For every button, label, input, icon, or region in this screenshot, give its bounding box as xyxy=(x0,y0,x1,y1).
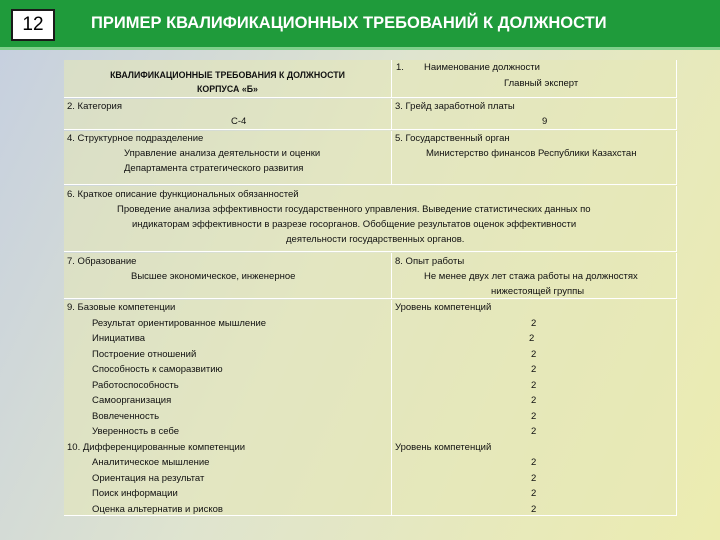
competency-levels-cell xyxy=(392,300,677,516)
base-competencies-label: 9. Базовые компетенции xyxy=(67,302,176,313)
base-level-label: Уровень компетенций xyxy=(395,302,492,313)
duties-line-1: Проведение анализа эффективности государственного управления. Выведение статистических данных по xyxy=(117,204,591,215)
state-body-cell xyxy=(392,131,677,185)
base-competency-level: 2 xyxy=(531,379,537,391)
diff-competency-level: 2 xyxy=(531,457,537,468)
position-name-label: Наименование должности xyxy=(424,62,540,73)
position-name-value: Главный эксперт xyxy=(504,78,579,89)
base-competency-item: Инициатива xyxy=(92,333,146,344)
base-competency-level: 2 xyxy=(531,348,537,360)
base-competency-level: 2 xyxy=(531,317,537,329)
base-competency-item: Результат ориентированное мышление xyxy=(92,317,267,329)
grade-value: 9 xyxy=(542,116,548,127)
position-name-cell xyxy=(392,60,677,98)
competencies-cell xyxy=(64,300,392,516)
state-body-label: 5. Государственный орган xyxy=(395,133,510,144)
state-body-value: Министерство финансов Республики Казахстан xyxy=(426,148,637,159)
base-competency-item: Самоорганизация xyxy=(92,395,172,406)
duties-cell xyxy=(64,186,677,252)
diff-competency-item: Аналитическое мышление xyxy=(92,457,210,468)
diff-competency-level: 2 xyxy=(531,488,537,499)
base-competency-level: 2 xyxy=(531,426,537,437)
experience-cell xyxy=(392,253,677,299)
diff-competency-level: 2 xyxy=(531,472,537,484)
diff-competency-item: Поиск информации xyxy=(92,488,178,499)
base-competency-level: 2 xyxy=(531,395,537,406)
education-value: Высшее экономическое, инженерное xyxy=(131,271,296,282)
slide-number: 12 xyxy=(11,9,55,41)
diff-level-label: Уровень компетенций xyxy=(395,441,492,453)
header-bar xyxy=(0,0,720,50)
base-competency-item: Способность к саморазвитию xyxy=(92,364,223,375)
diff-competencies-label: 10. Дифференцированные компетенции xyxy=(67,441,246,453)
experience-label: 8. Опыт работы xyxy=(395,256,465,267)
duties-label: 6. Краткое описание функциональных обязанностей xyxy=(67,189,299,200)
duties-line-2: индикаторам эффективности в разрезе госорганов. Обобщение результатов оценок эффективности xyxy=(132,219,577,230)
structural-unit-cell xyxy=(64,131,392,185)
base-competency-level: 2 xyxy=(531,364,537,375)
education-label: 7. Образование xyxy=(67,256,137,267)
category-cell xyxy=(64,99,392,130)
diff-competency-level: 2 xyxy=(531,503,537,515)
experience-line-2: нижестоящей группы xyxy=(491,286,585,297)
base-competency-level: 2 xyxy=(531,410,537,422)
base-competency-item: Уверенность в себе xyxy=(92,426,179,437)
base-competency-item: Построение отношений xyxy=(92,348,197,360)
grade-label: 3. Грейд заработной платы xyxy=(395,101,515,112)
education-cell xyxy=(64,253,392,299)
diff-competency-item: Ориентация на результат xyxy=(92,472,205,484)
table-header-cell xyxy=(64,60,392,98)
base-competency-item: Работоспособность xyxy=(92,379,179,391)
experience-line-1: Не менее двух лет стажа работы на должностях xyxy=(424,271,638,282)
page-title: ПРИМЕР КВАЛИФИКАЦИОННЫХ ТРЕБОВАНИЙ К ДОЛЖНОСТИ xyxy=(91,14,607,32)
diff-competency-item: Оценка альтернатив и рисков xyxy=(92,503,223,515)
base-competency-item: Вовлеченность xyxy=(92,410,160,422)
grade-cell xyxy=(392,99,677,130)
structural-unit-value-2: Департамента стратегического развития xyxy=(124,163,304,174)
header-line-1: КВАЛИФИКАЦИОННЫЕ ТРЕБОВАНИЯ К ДОЛЖНОСТИ xyxy=(110,70,345,80)
structural-unit-label: 4. Структурное подразделение xyxy=(67,133,204,144)
category-label: 2. Категория xyxy=(67,101,122,112)
structural-unit-value-1: Управление анализа деятельности и оценки xyxy=(124,148,321,159)
category-value: С-4 xyxy=(231,116,247,127)
position-number: 1. xyxy=(396,62,404,73)
base-competency-level: 2 xyxy=(529,333,535,344)
header-line-2: КОРПУСА «Б» xyxy=(197,84,258,94)
duties-line-3: деятельности государственных органов. xyxy=(286,234,465,245)
